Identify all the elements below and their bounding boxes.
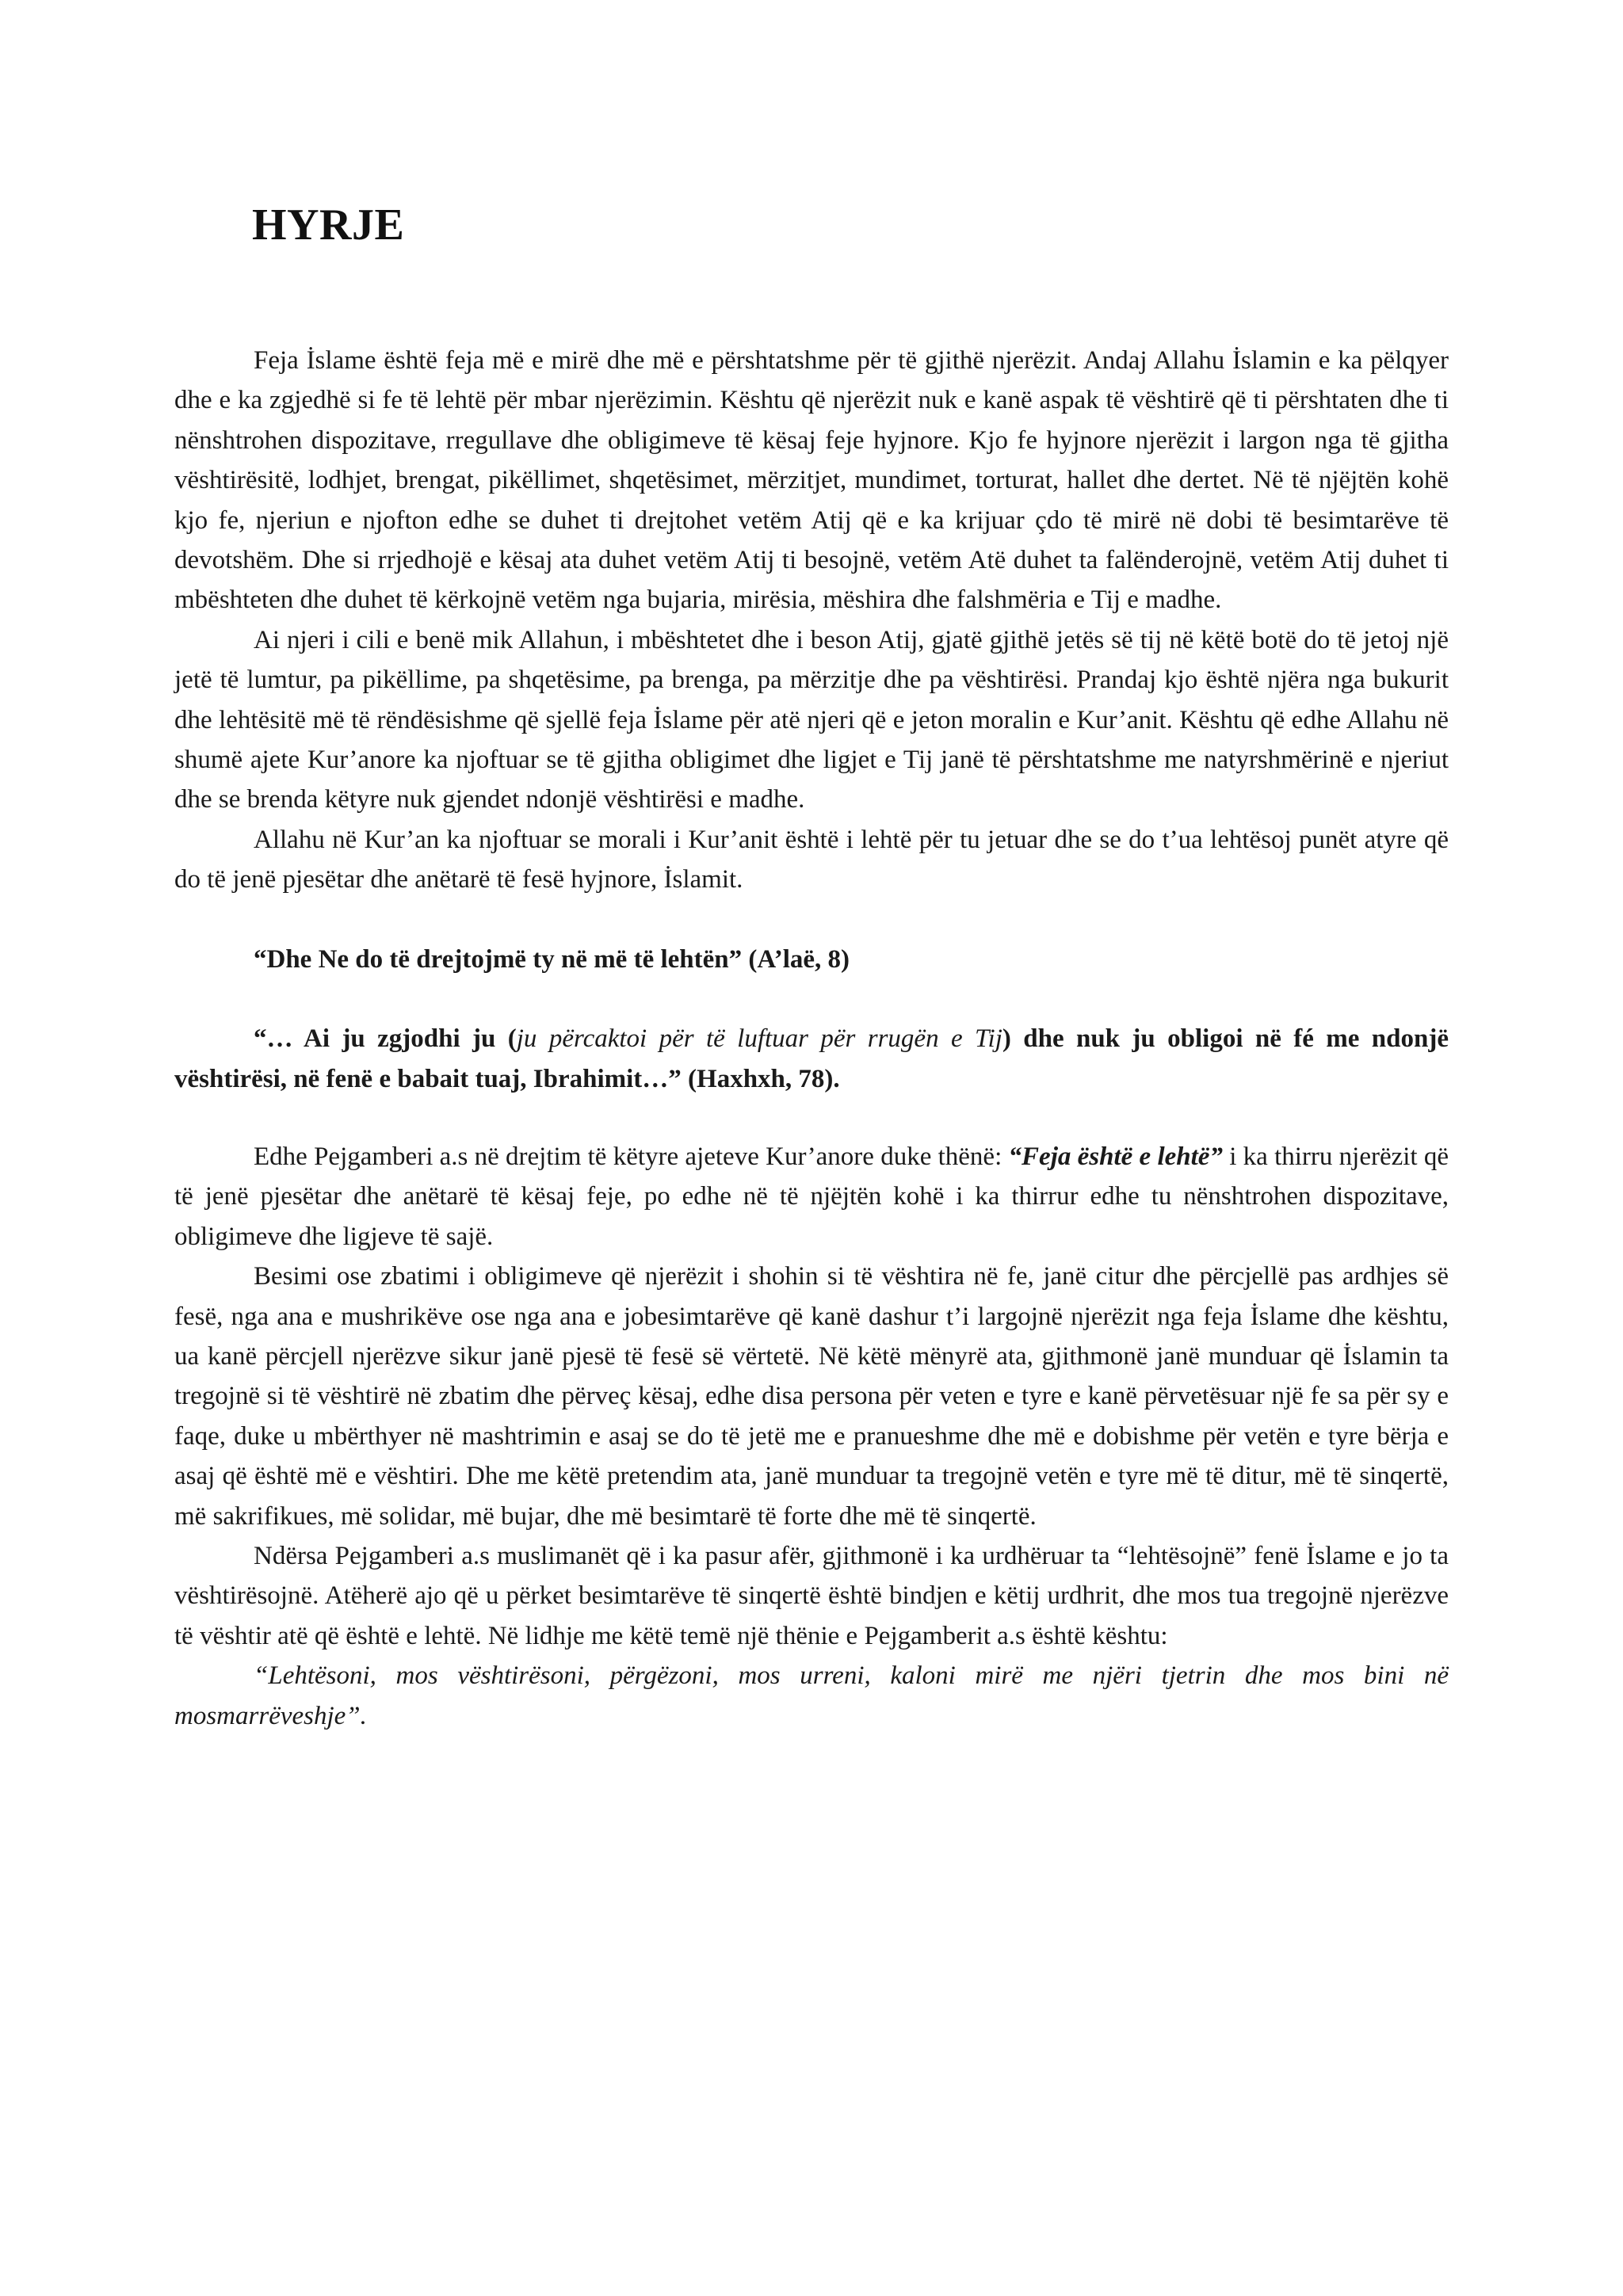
hadith-quote: “Lehtësoni, mos vështirësoni, përgëzoni, mos urreni, kaloni mirë me njëri tjetrin dhe mos bini në mosmarrëveshje”. bbox=[174, 1661, 1449, 1730]
quran-quote-1: “Dhe Ne do të drejtojmë ty në më të lehtën” (A’laë, 8) bbox=[254, 944, 850, 974]
document-body bbox=[174, 341, 1449, 1736]
paragraph-4 bbox=[174, 1137, 1449, 1257]
paragraph-3: Allahu në Kur’an ka njoftuar se morali i Kur’anit është i lehtë për tu jetuar dhe se do t’ua lehtësoj punët atyre që do të jenë pjesëtar dhe anëtarë të fesë hyjnore, İslamit. bbox=[174, 825, 1449, 894]
hadith-phrase: “Feja është e lehtë” bbox=[1008, 1142, 1223, 1171]
paragraph-5: Besimi ose zbatimi i obligimeve që njerëzit i shohin si të vështira në fe, janë citur dhe përcjellë pas ardhjes së fesë, nga ana e mushrikëve ose nga ana e jobesimtarëve që kanë dashur t’i largojnë njerëzit nga feja İslame dhe kështu, ua kanë përcjell njerëzve sikur janë pjesë të fesë së vërtetë. Në këtë mënyrë ata, gjithmonë janë munduar që İslamin ta tregojnë si të vështirë në zbatim dhe përveç kësaj, edhe disa persona për veten e tyre e kanë përvetësuar një fe sa për sy e faqe, duke u mbërthyer në mashtrimin e asaj se do të jetë me e pranueshme dhe më e dobishme për vetën e tyre bërja e asaj që është më e vështiri. Dhe me këtë pretendim ata, janë munduar ta tregojnë vetën e tyre më të ditur, më të sinqertë, më sakrifikues, më solidar, më bujar, dhe më besimtarë të forte dhe më të sinqertë. bbox=[174, 1262, 1449, 1531]
paragraph-4-end: i ka thirru njerëzit që të jenë pjesëtar dhe anëtarë të kësaj feje, po edhe në të njëjtën kohë i ka thirrur edhe tu nënshtrohen dispozitave, obligimeve dhe ligjeve të sajë. bbox=[174, 1142, 1449, 1251]
page-title: HYRJE bbox=[252, 200, 405, 250]
paragraph-2: Ai njeri i cili e benë mik Allahun, i mbështetet dhe i beson Atij, gjatë gjithë jetës së tij në këtë botë do të jetoj një jetë të lumtur, pa pikëllime, pa shqetësime, pa brenga, pa mërzitje dhe pa vështirësi. Prandaj kjo është njëra nga bukurit dhe lehtësitë më të rëndësishme që sjellë feja İslame për atë njeri që e jeton moralin e Kur’anit. Kështu që edhe Allahu në shumë ajete Kur’anore ka njoftuar se të gjitha obligimet dhe ligjet e Tij janë të përshtatshme me natyrshmërinë e njeriut dhe se brenda këtyre nuk gjendet ndonjë vështirësi e madhe. bbox=[174, 625, 1449, 814]
quran-quote-2 bbox=[174, 1019, 1449, 1099]
quote-2-explanation: ju përcaktoi për të luftuar për rrugën e Tij bbox=[516, 1024, 1002, 1054]
paragraph-6: Ndërsa Pejgamberi a.s muslimanët që i ka pasur afër, gjithmonë i ka urdhëruar ta “lehtësojnë” fenë İslame e jo ta vështirësojnë. Atëherë ajo që u përket besimtarëve të sinqertë është bindjen e këtij urdhrit, dhe mos tua tregojnë njerëzve të vështir atë që është e lehtë. Në lidhje me këtë temë një thënie e Pejgamberit a.s është kështu: bbox=[174, 1541, 1449, 1650]
paragraph-4-start: Edhe Pejgamberi a.s në drejtim të këtyre ajeteve Kur’anore duke thënë: bbox=[254, 1142, 1009, 1171]
quote-2-end: ) dhe nuk ju obligoi në fé me ndonjë vështirësi, në fenë e babait tuaj, Ibrahimit…” (Haxhxh, 78). bbox=[174, 1024, 1449, 1093]
paragraph-1: Feja İslame është feja më e mirë dhe më e përshtatshme për të gjithë njerëzit. Andaj Allahu İslamin e ka pëlqyer dhe e ka zgjedhë si fe të lehtë për mbar njerëzimin. Kështu që njerëzit nuk e kanë aspak të vështirë që ti përshtaten dhe ti nënshtrohen dispozitave, rregullave dhe obligimeve të kësaj feje hyjnore. Kjo fe hyjnore njerëzit i largon nga të gjitha vështirësitë, lodhjet, brengat, pikëllimet, shqetësimet, mërzitjet, mundimet, torturat, hallet dhe dertet. Në të njëjtën kohë kjo fe, njeriun e njofton edhe se duhet ti drejtohet vetëm Atij që e ka krijuar çdo të mirë në dobi të besimtarëve të devotshëm. Dhe si rrjedhojë e kësaj ata duhet vetëm Atij ti besojnë, vetëm Atë duhet ta falënderojnë, vetëm Atij duhet ti mbështeten dhe duhet të kërkojnë vetëm nga bujaria, mirësia, mëshira dhe falshmëria e Tij e madhe. bbox=[174, 346, 1449, 615]
quote-2-start: “… Ai ju zgjodhi ju ( bbox=[254, 1024, 517, 1054]
